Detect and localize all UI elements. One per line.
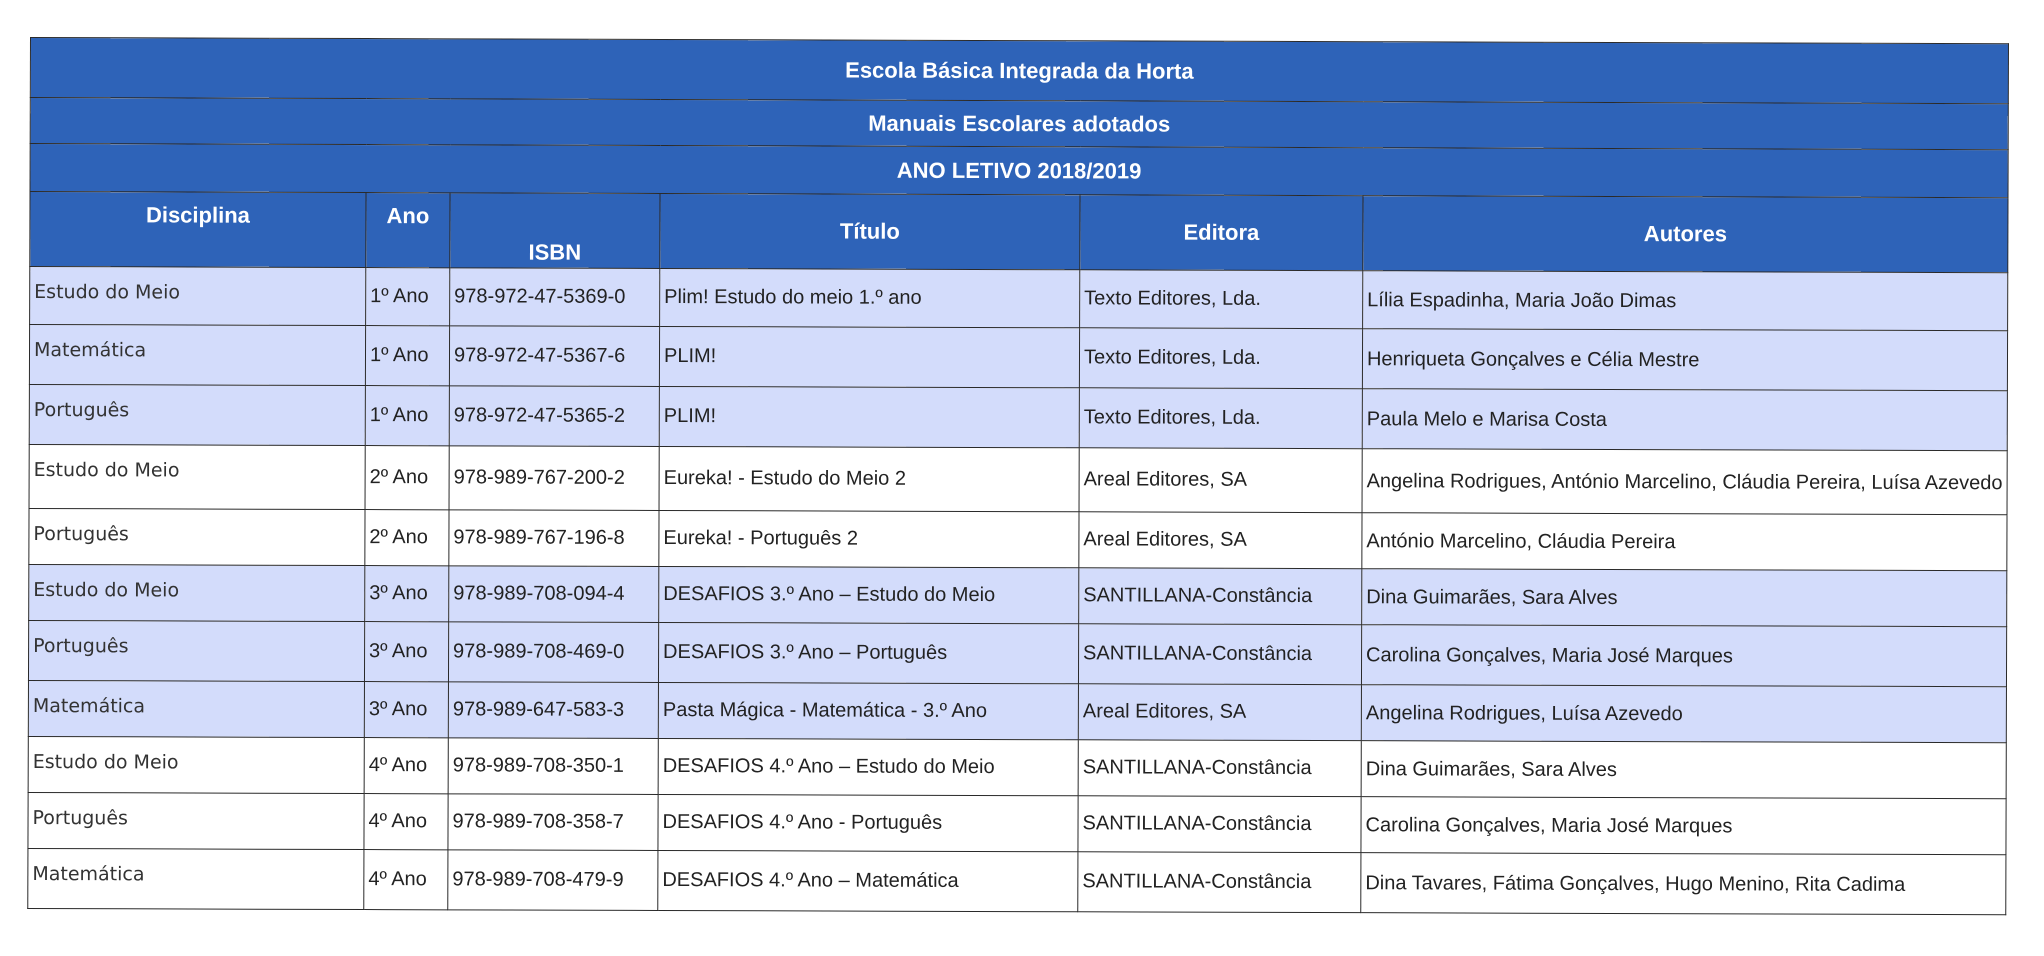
cell-isbn: 978-972-47-5367-6 xyxy=(449,326,659,387)
cell-ano: 2º Ano xyxy=(365,510,449,566)
cell-isbn: 978-989-708-479-9 xyxy=(448,850,658,911)
cell-ano: 1º Ano xyxy=(366,268,450,326)
cell-autores: Lília Espadinha, Maria João Dimas xyxy=(1363,271,2008,331)
cell-isbn: 978-989-708-469-0 xyxy=(448,622,658,683)
cell-titulo: DESAFIOS 4.º Ano – Matemática xyxy=(658,850,1078,911)
cell-ano: 3º Ano xyxy=(365,566,449,622)
table-row xyxy=(28,848,2006,914)
table-row xyxy=(28,680,2006,742)
cell-ano: 1º Ano xyxy=(365,326,449,386)
cell-disciplina: Português xyxy=(29,508,365,565)
cell-isbn: 978-989-767-196-8 xyxy=(449,510,659,567)
column-header-isbn: ISBN xyxy=(450,193,660,269)
cell-isbn: 978-989-708-350-1 xyxy=(448,738,658,795)
cell-editora: Areal Editores, SA xyxy=(1078,684,1361,741)
table-row xyxy=(30,267,2008,331)
table-row xyxy=(29,444,2007,514)
cell-editora: Texto Editores, Lda. xyxy=(1079,328,1362,389)
school-year: ANO LETIVO 2018/2019 xyxy=(30,144,2008,198)
cell-editora: SANTILLANA-Constância xyxy=(1078,852,1361,913)
cell-titulo: DESAFIOS 4.º Ano – Estudo do Meio xyxy=(658,738,1078,795)
cell-editora: SANTILLANA-Constância xyxy=(1079,568,1362,625)
cell-autores: Carolina Gonçalves, Maria José Marques xyxy=(1361,625,2006,687)
cell-editora: Areal Editores, SA xyxy=(1079,448,1362,513)
cell-isbn: 978-989-708-094-4 xyxy=(449,566,659,623)
cell-titulo: Eureka! - Português 2 xyxy=(659,510,1079,567)
cell-editora: Texto Editores, Lda. xyxy=(1079,388,1362,449)
cell-isbn: 978-972-47-5369-0 xyxy=(450,268,660,327)
school-title: Escola Básica Integrada da Horta xyxy=(30,38,2008,104)
cell-titulo: Pasta Mágica - Matemática - 3.º Ano xyxy=(658,682,1078,739)
cell-titulo: Eureka! - Estudo do Meio 2 xyxy=(659,446,1079,511)
cell-isbn: 978-989-708-358-7 xyxy=(448,794,658,851)
cell-disciplina: Português xyxy=(28,792,364,849)
cell-editora: Areal Editores, SA xyxy=(1079,512,1362,569)
cell-isbn: 978-989-647-583-3 xyxy=(448,682,658,739)
cell-disciplina: Português xyxy=(28,620,364,681)
cell-ano: 2º Ano xyxy=(365,446,449,510)
cell-titulo: PLIM! xyxy=(659,326,1079,387)
table-row xyxy=(28,792,2006,854)
cell-autores: Angelina Rodrigues, António Marcelino, Cláudia Pereira, Luísa Azevedo xyxy=(1362,449,2007,515)
cell-disciplina: Matemática xyxy=(28,848,364,909)
table-row xyxy=(29,508,2007,570)
cell-disciplina: Estudo do Meio xyxy=(29,564,365,621)
table-subtitle: Manuais Escolares adotados xyxy=(30,98,2008,150)
cell-autores: Dina Guimarães, Sara Alves xyxy=(1362,569,2007,627)
cell-autores: Carolina Gonçalves, Maria José Marques xyxy=(1361,797,2006,855)
table-row xyxy=(29,325,2007,391)
cell-titulo: DESAFIOS 3.º Ano – Português xyxy=(658,622,1078,683)
table-row xyxy=(29,564,2007,626)
cell-editora: SANTILLANA-Constância xyxy=(1078,740,1361,797)
cell-ano: 1º Ano xyxy=(365,386,449,446)
cell-autores: Angelina Rodrigues, Luísa Azevedo xyxy=(1361,685,2006,743)
cell-autores: Henriqueta Gonçalves e Célia Mestre xyxy=(1362,329,2007,391)
cell-isbn: 978-972-47-5365-2 xyxy=(449,386,659,447)
cell-isbn: 978-989-767-200-2 xyxy=(449,446,659,511)
cell-editora: Texto Editores, Lda. xyxy=(1080,270,1363,329)
cell-autores: António Marcelino, Cláudia Pereira xyxy=(1362,513,2007,571)
cell-disciplina: Estudo do Meio xyxy=(30,267,366,326)
cell-autores: Dina Tavares, Fátima Gonçalves, Hugo Menino, Rita Cadima xyxy=(1361,853,2006,915)
cell-ano: 4º Ano xyxy=(364,794,448,850)
cell-disciplina: Matemática xyxy=(29,325,365,386)
cell-ano: 4º Ano xyxy=(364,850,448,910)
column-header-disciplina: Disciplina xyxy=(30,192,366,268)
cell-ano: 3º Ano xyxy=(364,682,448,738)
cell-titulo: DESAFIOS 3.º Ano – Estudo do Meio xyxy=(659,566,1079,623)
column-header-editora: Editora xyxy=(1080,195,1363,271)
cell-editora: SANTILLANA-Constância xyxy=(1078,796,1361,853)
column-header-ano: Ano xyxy=(366,193,450,268)
table-row xyxy=(28,736,2006,798)
cell-disciplina: Matemática xyxy=(28,680,364,737)
cell-disciplina: Português xyxy=(29,384,365,445)
cell-ano: 3º Ano xyxy=(364,622,448,682)
table-body xyxy=(28,267,2008,915)
cell-autores: Dina Guimarães, Sara Alves xyxy=(1361,741,2006,799)
cell-disciplina: Estudo do Meio xyxy=(29,444,365,509)
cell-editora: SANTILLANA-Constância xyxy=(1078,624,1361,685)
cell-ano: 4º Ano xyxy=(364,738,448,794)
column-header-titulo: Título xyxy=(660,193,1080,269)
column-header-autores: Autores xyxy=(1363,196,2008,273)
cell-autores: Paula Melo e Marisa Costa xyxy=(1362,389,2007,451)
textbooks-table xyxy=(27,37,2009,915)
cell-titulo: DESAFIOS 4.º Ano - Português xyxy=(658,794,1078,851)
cell-titulo: PLIM! xyxy=(659,386,1079,447)
table-row xyxy=(29,384,2007,450)
cell-disciplina: Estudo do Meio xyxy=(28,736,364,793)
cell-titulo: Plim! Estudo do meio 1.º ano xyxy=(660,268,1080,327)
table-row xyxy=(28,620,2006,686)
